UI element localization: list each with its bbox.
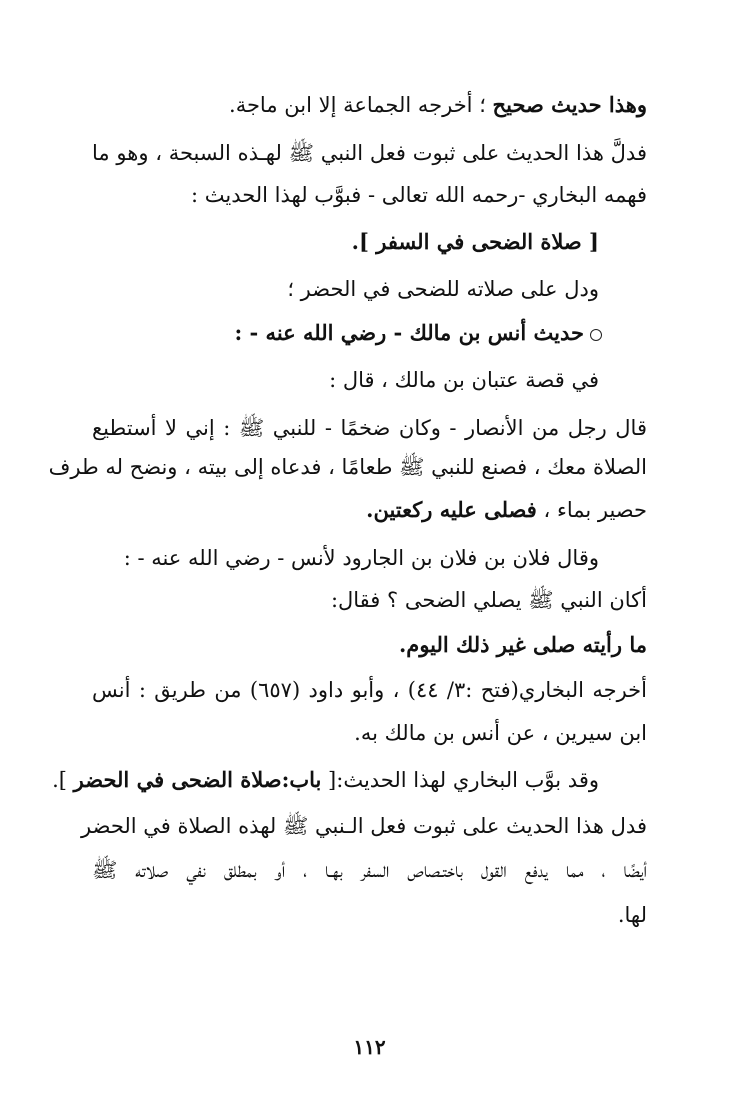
text-line-10: [92, 490, 647, 530]
text-line-12: [92, 580, 647, 620]
text-line-7: [44, 360, 599, 400]
line-text: فهمه البخاري -رحمه الله تعالى - فبوَّب لهذا الحديث :: [190, 183, 647, 207]
hadith-heading: [47, 313, 602, 353]
line-text: قال رجل من الأنصار - وكان ضخمًا - للنبي ﷺ : إني لا أستطيع: [92, 416, 647, 440]
line-text: حصير بماء ،: [536, 498, 647, 522]
line-text-bold: فصلى عليه ركعتين.: [366, 497, 537, 522]
text-line-5: [44, 269, 599, 309]
line-text: ؛ أخرجه الجماعة إلا ابن ماجة.: [229, 93, 493, 117]
text-line-17: [81, 806, 647, 846]
line-text: الصلاة معك ، فصنع للنبي ﷺ طعامًا ، فدعاه إلى بيته ، ونضح له طرف: [48, 455, 647, 479]
line-text: ].: [52, 768, 74, 792]
heading-text: [ صلاة الضحى في السفر ].: [351, 229, 599, 254]
text-line-13: [92, 625, 647, 665]
text-line-9: [48, 447, 647, 487]
text-line-16: [44, 760, 599, 800]
line-text: أكان النبي ﷺ يصلي الضحى ؟ فقال:: [330, 588, 647, 612]
line-text: فدل هذا الحديث على ثبوت فعل الـنبي ﷺ لهذه الصلاة في الحضر: [81, 814, 647, 838]
line-text: أخرجه البخاري(فتح :٣/ ٤٤) ، وأبو داود (٦٥٧) من طريق : أنس: [92, 678, 647, 702]
text-line-15: [92, 713, 647, 753]
page-number: ١١٢: [353, 1035, 386, 1059]
line-text: وقال فلان بن فلان بن الجارود لأنس - رضي الله عنه - :: [123, 546, 599, 570]
text-line-11: [44, 538, 599, 578]
line-text: فدلَّ هذا الحديث على ثبوت فعل النبي ﷺ لهـذه السبحة ، وهو ما: [92, 141, 647, 165]
line-text: ابن سيرين ، عن أنس بن مالك به.: [354, 721, 647, 745]
text-line-1: [92, 85, 647, 125]
text-line-8: [92, 408, 647, 448]
line-text: أيضًا ، مما يدفع القول باختـصاص السفر بهـا ، أو بمطلق نفي صلاته ﷺ: [92, 858, 647, 882]
line-text: ودل على صلاته للضحى في الحضر ؛: [287, 277, 599, 301]
hadith-grade: وهذا حديث صحيح: [492, 92, 647, 117]
text-line-2: [92, 133, 647, 173]
text-line-19: [92, 895, 647, 935]
line-text: في قصة عتبان بن مالك ، قال :: [329, 368, 599, 392]
chapter-title-residence: باب:صلاة الضحى في الحضر: [73, 767, 322, 792]
text-line-18: [92, 850, 647, 890]
text-line-3: [92, 175, 647, 215]
chapter-heading-travel: [44, 222, 599, 262]
line-text: لها.: [617, 903, 647, 927]
line-text: وقد بوَّب البخاري لهذا الحديث:[: [321, 768, 599, 792]
circle-bullet-icon: [590, 329, 602, 341]
heading-text: حديث أنس بن مالك - رضي الله عنه - :: [234, 320, 584, 345]
text-line-14: [92, 670, 647, 710]
line-text: ما رأيته صلى غير ذلك اليوم.: [399, 632, 647, 657]
